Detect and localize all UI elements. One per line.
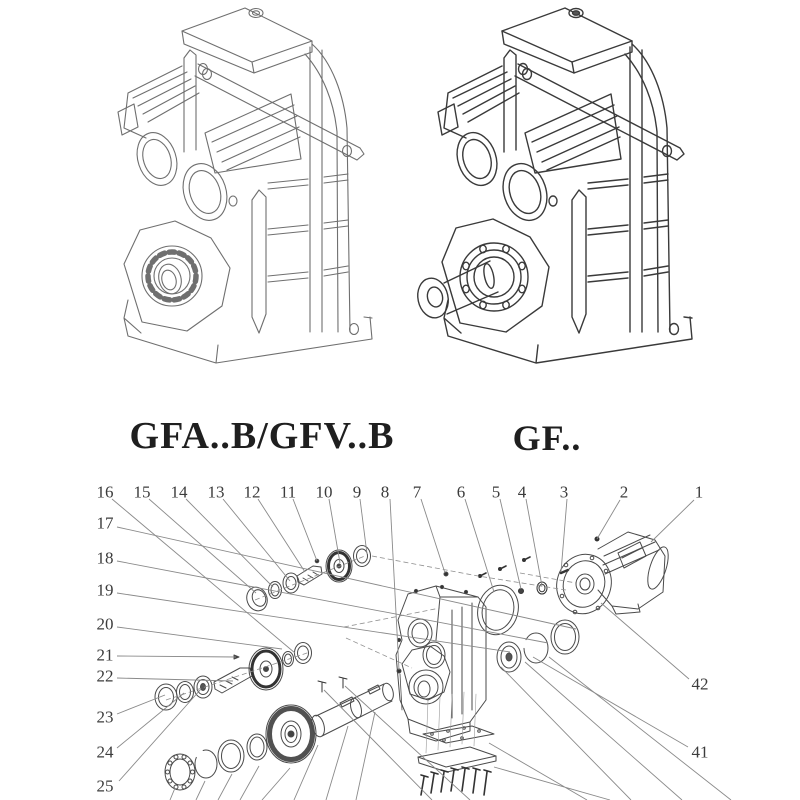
part-number-17: 17 [96,513,114,533]
part-number-16: 16 [96,482,114,502]
part-number-3: 3 [559,482,569,502]
gearbox-drawing-solid-shaft [414,8,692,363]
leader-line-12 [258,499,305,572]
leader-line-22 [117,678,233,681]
part-number-6: 6 [456,482,466,502]
part-number-12: 12 [243,482,261,502]
leader-line-42 [601,603,689,679]
leader-line-24 [117,693,184,748]
leader-line-21 [117,656,236,657]
part-number-15: 15 [133,482,151,502]
leader-line-23 [117,695,165,714]
part-number-11: 11 [279,482,297,502]
part-number-24: 24 [96,742,114,762]
leader-line-17 [117,527,576,629]
part-number-5: 5 [491,482,501,502]
part-number-7: 7 [412,482,422,502]
leader-line-13 [223,499,290,581]
part-number-42: 42 [691,674,709,694]
part-number-1: 1 [694,482,704,502]
part-number-25: 25 [96,776,114,796]
gearbox-drawing-hollow-shaft [118,8,372,363]
model-label-gfa-gfv: GFA..B/GFV..B [129,415,395,457]
leader-line-41 [533,657,688,747]
input-side-rings [497,620,579,672]
part-number-2: 2 [619,482,629,502]
part-number-9: 9 [352,482,362,502]
exploded-parts [155,532,672,795]
intermediate-shaft-assembly [155,643,312,711]
part-number-23: 23 [96,707,114,727]
electric-motor [549,532,672,621]
leader-line-2 [597,500,620,539]
part-number-8: 8 [380,482,390,502]
part-number-20: 20 [96,614,114,634]
leader-line-20 [117,627,282,649]
leader-line-5 [500,499,521,589]
part-number-13: 13 [207,482,225,502]
gearbox-housing [396,572,486,741]
leader-line-7 [421,499,445,573]
leader-line-8 [390,499,399,670]
part-number-14: 14 [170,482,188,502]
part-number-4: 4 [517,482,527,502]
leader-line-11 [293,499,317,561]
part-number-21: 21 [96,645,114,665]
leader-line-18 [117,561,548,643]
part-number-10: 10 [315,482,333,502]
part-number-18: 18 [96,548,114,568]
input-shaft-assembly [243,546,370,614]
leader-line-3 [561,499,567,572]
leader-line-6 [465,499,494,592]
assembly-axis-dashed-lines [166,556,576,700]
leader-line-4 [526,499,542,586]
leader-line-19 [117,593,510,652]
part-number-19: 19 [96,580,114,600]
output-shaft-assembly [165,677,395,790]
leader-line-1 [651,500,694,542]
part-number-22: 22 [96,666,114,686]
part-number-41: 41 [691,742,709,762]
housing-bolts [421,767,491,795]
model-label-gf: GF.. [512,418,582,458]
